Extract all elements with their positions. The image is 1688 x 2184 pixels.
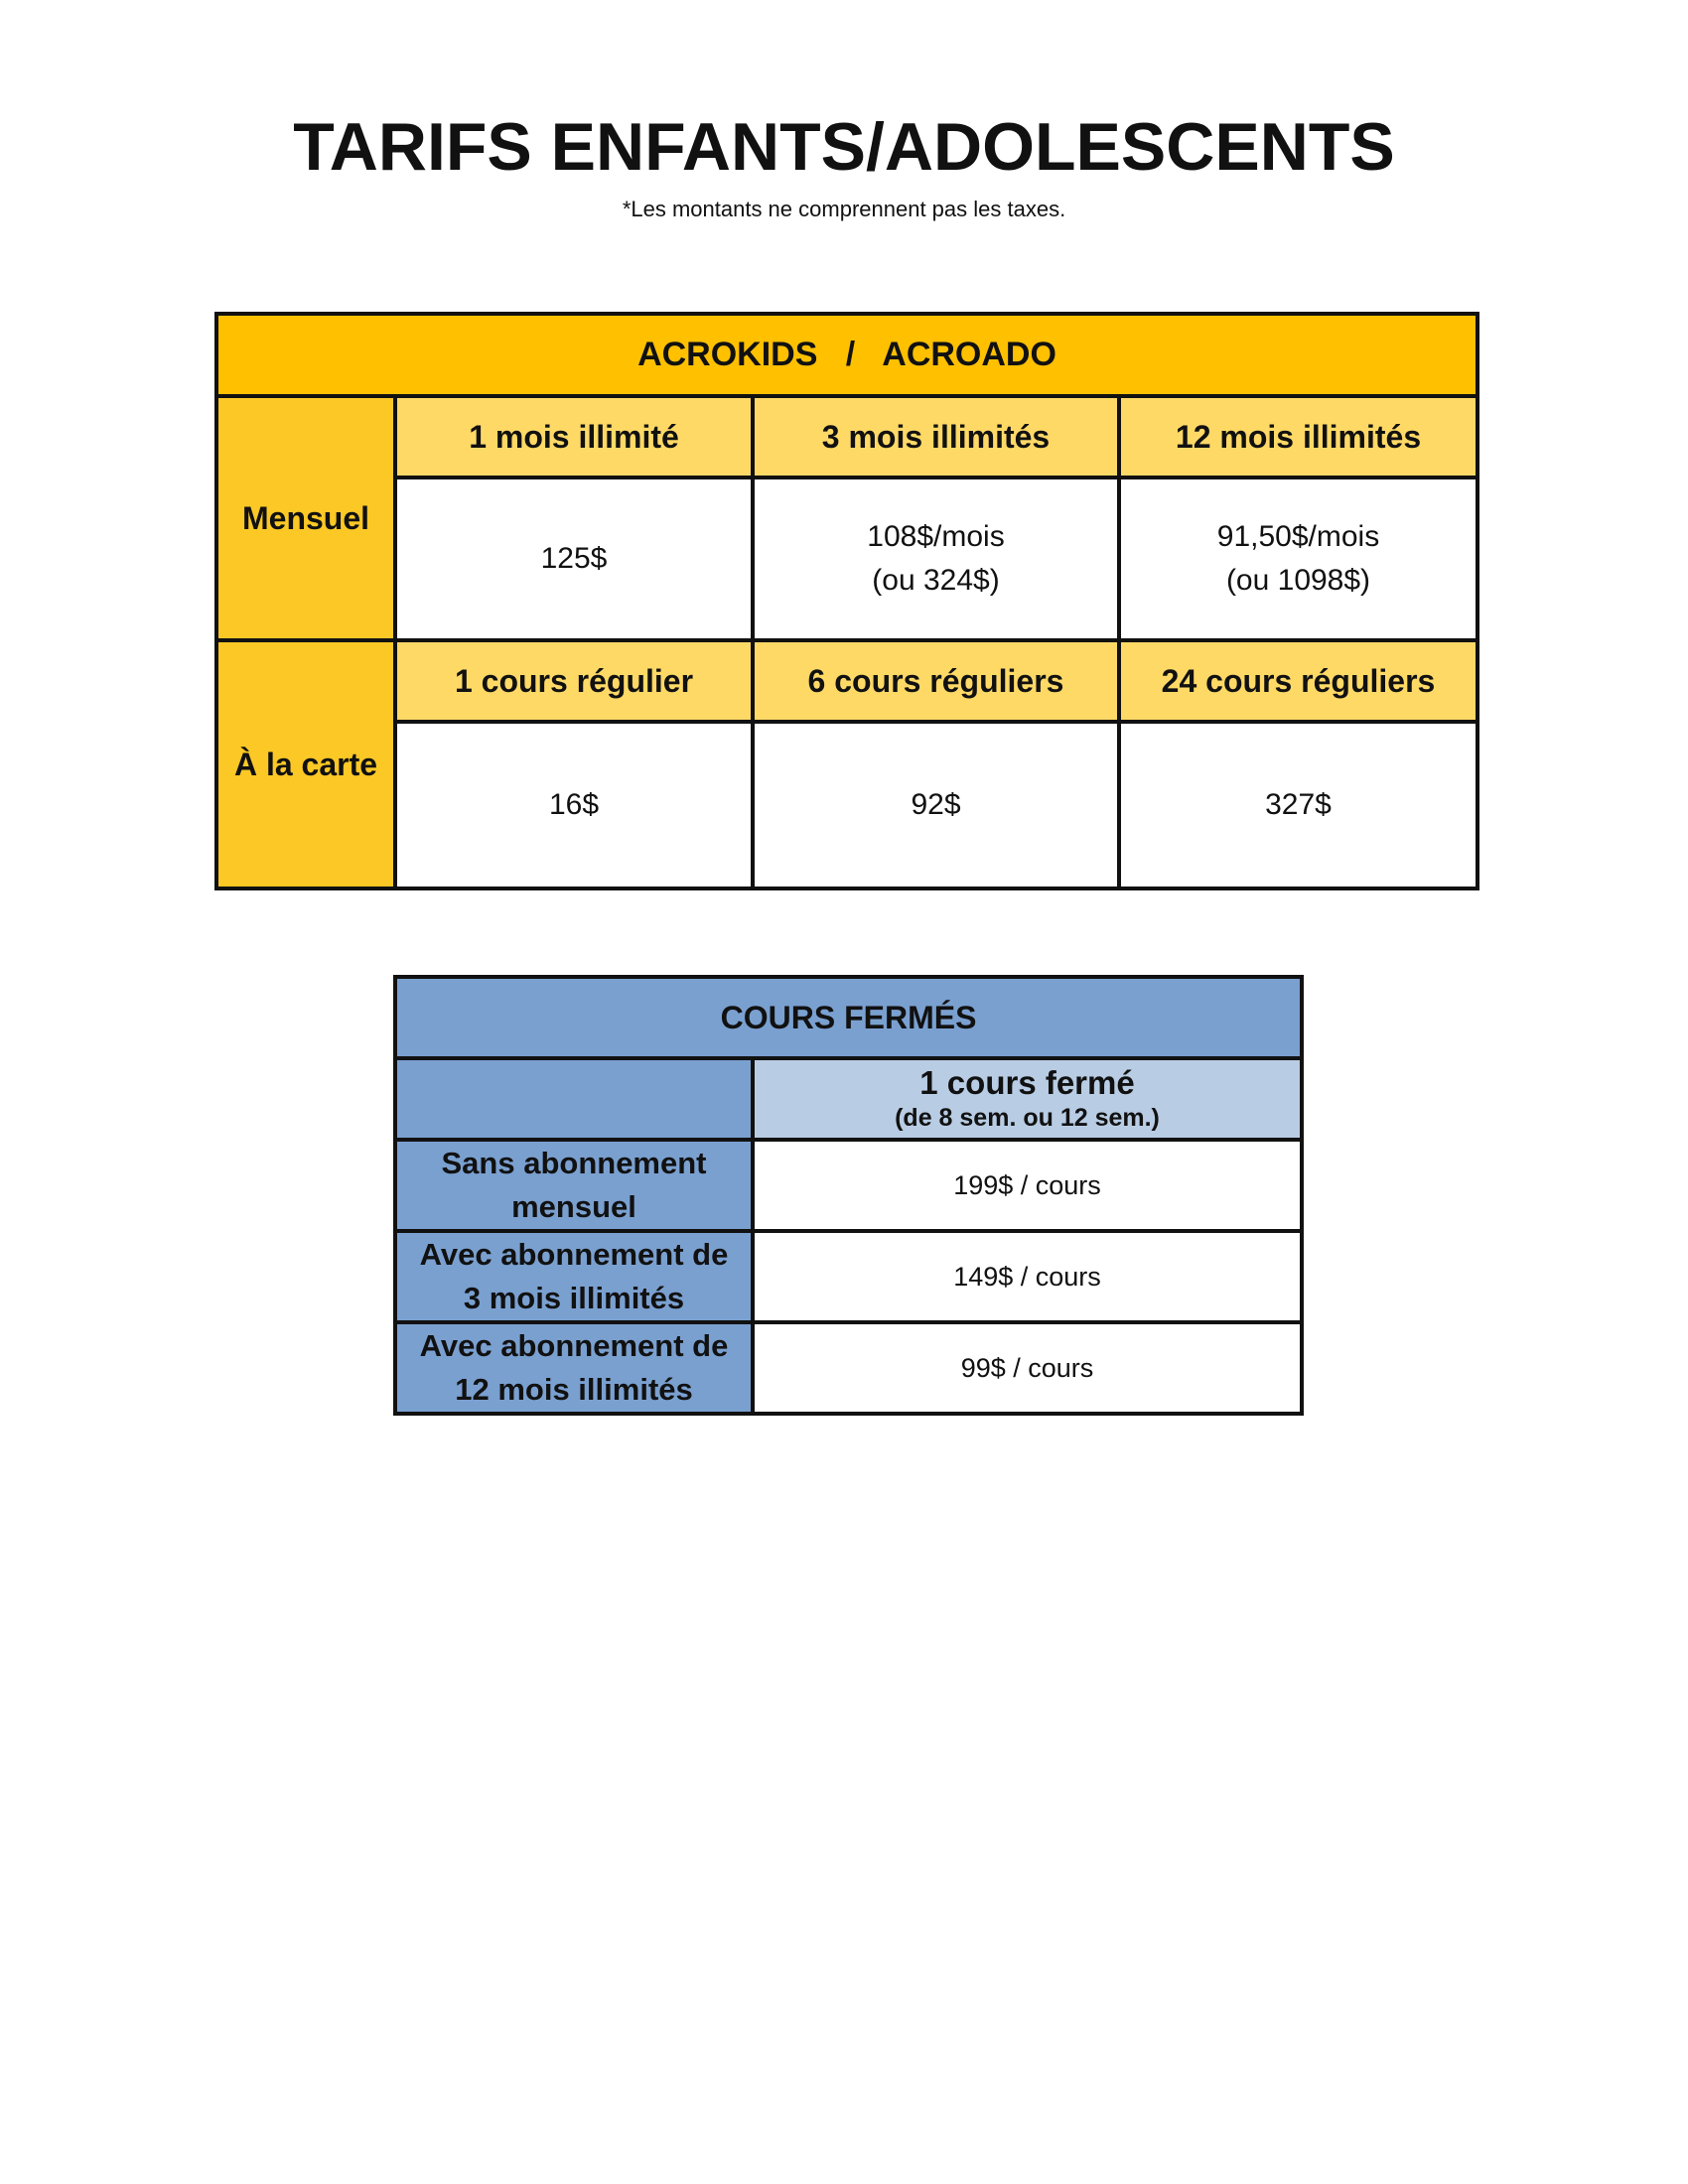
price-cell: 99$ / cours (753, 1322, 1302, 1414)
row-label (395, 1231, 753, 1322)
price-value: 91,50$/mois (1216, 520, 1380, 553)
column-header: 1 mois illimité (395, 396, 753, 478)
empty-corner-cell (395, 1058, 753, 1140)
row-label-line: 12 mois illimités (455, 1372, 693, 1407)
price-total: (ou 1098$) (1225, 564, 1371, 597)
price-cell: 327$ (1119, 722, 1477, 888)
row-label (395, 1140, 753, 1231)
column-header (753, 1058, 1302, 1140)
cours-fermes-table (393, 975, 1304, 1416)
price-total: (ou 324$) (872, 564, 1000, 597)
price-cell (1119, 478, 1477, 640)
table-heading: COURS FERMÉS (395, 977, 1302, 1058)
column-subtitle: (de 8 sem. ou 12 sem.) (895, 1104, 1160, 1132)
page-title: TARIFS ENFANTS/ADOLESCENTS (293, 109, 1395, 185)
price-cell: 16$ (395, 722, 753, 888)
price-cell (753, 478, 1119, 640)
price-value: 108$/mois (867, 520, 1005, 553)
row-label-mensuel: Mensuel (216, 396, 395, 640)
column-header: 24 cours réguliers (1119, 640, 1477, 722)
tax-note: *Les montants ne comprennent pas les taxes. (622, 197, 1066, 221)
price-cell: 199$ / cours (753, 1140, 1302, 1231)
column-header: 3 mois illimités (753, 396, 1119, 478)
price-cell: 92$ (753, 722, 1119, 888)
price-cell: 149$ / cours (753, 1231, 1302, 1322)
row-label-line: Avec abonnement de (419, 1237, 729, 1272)
row-label-a-la-carte: À la carte (216, 640, 395, 888)
price-cell (395, 478, 753, 640)
row-label-line: Avec abonnement de (419, 1328, 729, 1363)
row-label (395, 1322, 753, 1414)
row-label-line: Sans abonnement (441, 1146, 707, 1180)
column-title: 1 cours fermé (919, 1064, 1135, 1101)
price-value: 125$ (540, 542, 608, 575)
column-header: 1 cours régulier (395, 640, 753, 722)
row-label-line: mensuel (511, 1189, 636, 1224)
column-header: 6 cours réguliers (753, 640, 1119, 722)
table-heading: ACROKIDS / ACROADO (216, 314, 1477, 396)
column-header: 12 mois illimités (1119, 396, 1477, 478)
row-label-line: 3 mois illimités (463, 1281, 685, 1315)
acrokids-pricing-table (214, 312, 1479, 890)
